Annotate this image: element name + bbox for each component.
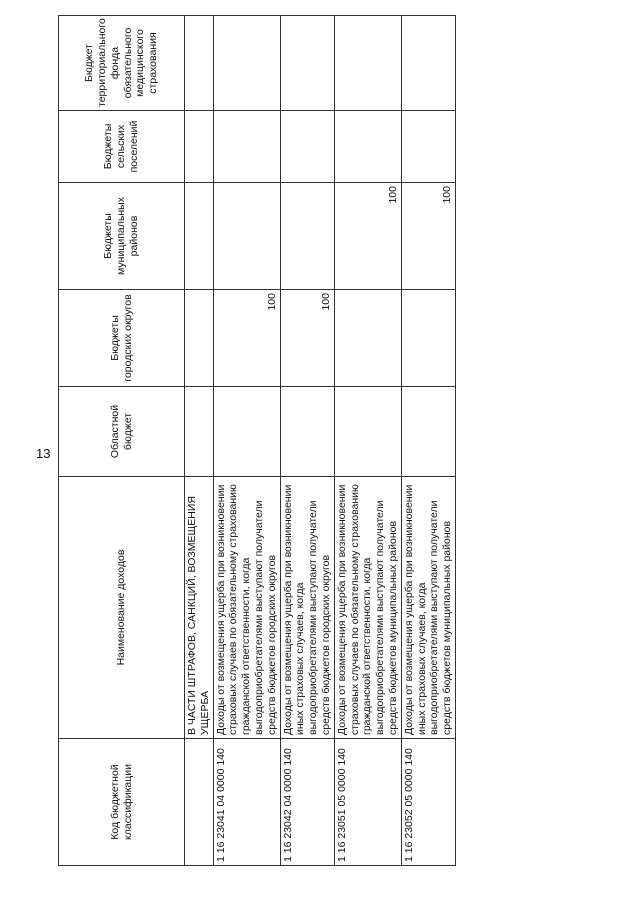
- row-name: Доходы от возмещения ущерба при возникновении иных страховых случаев, когда выгодоприобретателями выступают получатели средств бюджетов муниципальных районов: [401, 477, 455, 739]
- table-row: [334, 16, 401, 866]
- header-name: Наименование доходов: [59, 477, 185, 739]
- section-row: [185, 16, 214, 866]
- row-municipal: 100: [334, 183, 401, 290]
- row-code: 1 16 23041 04 0000 140: [213, 739, 280, 866]
- row-city: 100: [280, 290, 334, 387]
- table-row: [280, 16, 334, 866]
- row-name: Доходы от возмещения ущерба при возникновении иных страховых случаев, когда выгодоприобретателями выступают получатели средств бюджетов городских округов: [280, 477, 334, 739]
- row-name: Доходы от возмещения ущерба при возникновении страховых случаев по обязательному страхованию гражданской ответственности, когда выгодоприобретателями выступают получатели средств бюджетов муниципальных районов: [334, 477, 401, 739]
- row-fund: [280, 16, 334, 111]
- row-city: 100: [213, 290, 280, 387]
- row-regional: [213, 387, 280, 477]
- row-city: [401, 290, 455, 387]
- row-fund: [401, 16, 455, 111]
- section-empty-cell: [185, 111, 214, 183]
- table-row: [213, 16, 280, 866]
- row-regional: [401, 387, 455, 477]
- section-empty-cell: [185, 387, 214, 477]
- revenue-distribution-table: [58, 15, 456, 866]
- row-rural: [213, 111, 280, 183]
- row-municipal: [280, 183, 334, 290]
- section-empty-cell: [185, 183, 214, 290]
- row-code: 1 16 23052 05 0000 140: [401, 739, 455, 866]
- section-title: В ЧАСТИ ШТРАФОВ, САНКЦИЙ, ВОЗМЕЩЕНИЯ УЩЕРБА: [185, 477, 214, 739]
- row-code: 1 16 23051 05 0000 140: [334, 739, 401, 866]
- row-fund: [334, 16, 401, 111]
- row-municipal: 100: [401, 183, 455, 290]
- row-city: [334, 290, 401, 387]
- header-regional: Областной бюджет: [59, 387, 185, 477]
- row-name: Доходы от возмещения ущерба при возникновении страховых случаев по обязательному страхованию гражданской ответственности, когда выгодоприобретателями выступают получатели средств бюджетов городских округов: [213, 477, 280, 739]
- row-fund: [213, 16, 280, 111]
- header-municipal: Бюджеты муниципальных районов: [59, 183, 185, 290]
- table-header-row: [59, 16, 185, 866]
- row-rural: [401, 111, 455, 183]
- row-rural: [280, 111, 334, 183]
- page-number: 13: [36, 446, 51, 461]
- row-municipal: [213, 183, 280, 290]
- section-empty-cell: [185, 16, 214, 111]
- rotated-table-container: [58, 16, 638, 866]
- row-regional: [280, 387, 334, 477]
- header-rural: Бюджеты сельских поселений: [59, 111, 185, 183]
- section-empty-cell: [185, 290, 214, 387]
- header-city: Бюджеты городских округов: [59, 290, 185, 387]
- row-regional: [334, 387, 401, 477]
- row-rural: [334, 111, 401, 183]
- table-row: [401, 16, 455, 866]
- row-code: 1 16 23042 04 0000 140: [280, 739, 334, 866]
- header-code: Код бюджетной классификации: [59, 739, 185, 866]
- section-code-cell: [185, 739, 214, 866]
- header-fund: Бюджет территориального фонда обязательного медицинского страхования: [59, 16, 185, 111]
